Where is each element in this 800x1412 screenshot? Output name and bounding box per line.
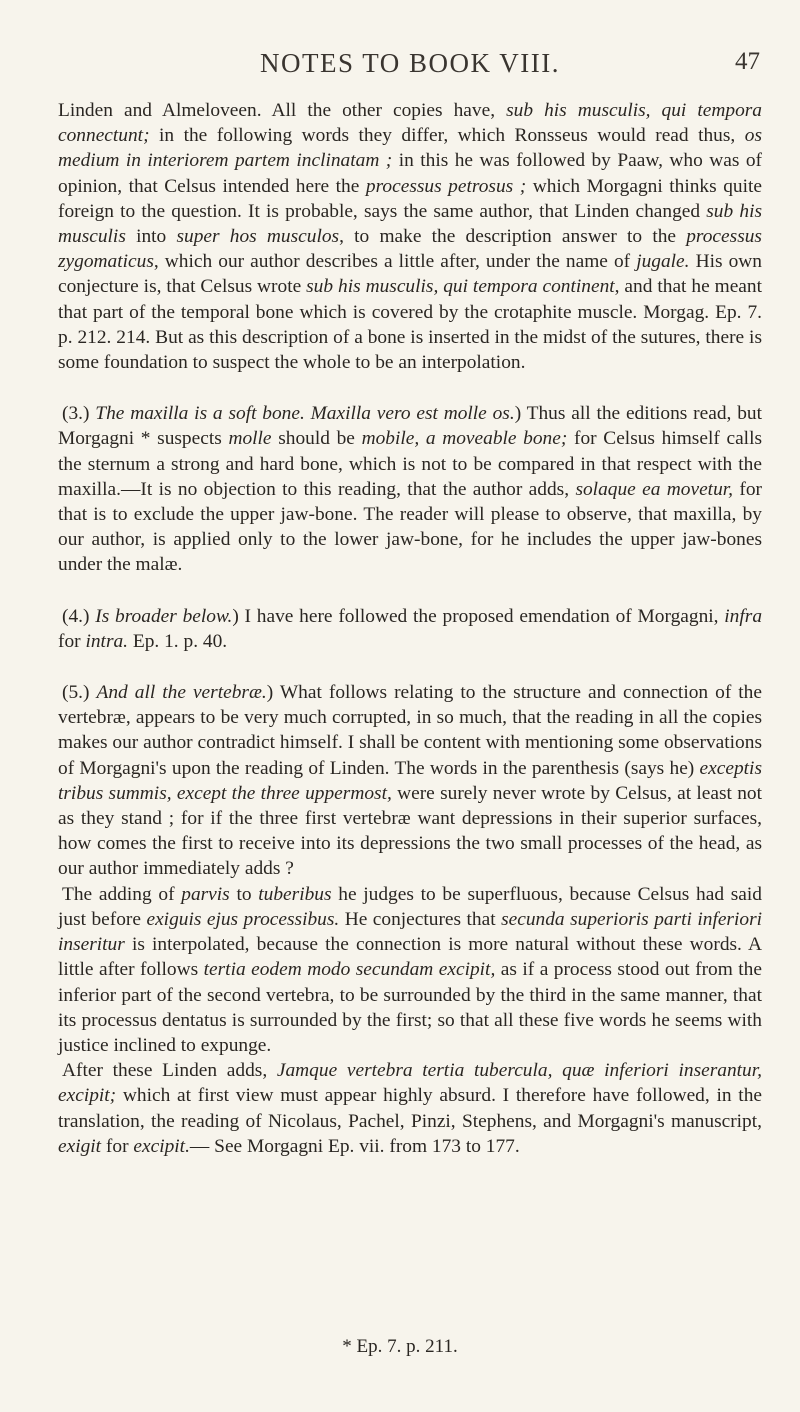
note-lemma: Is broader below.	[95, 605, 233, 627]
latin-phrase: tertia eodem modo secundam excipit,	[203, 959, 496, 981]
latin-phrase: excipit.	[133, 1135, 190, 1157]
latin-phrase: jugale.	[636, 251, 690, 273]
text-run: His own conjecture is, that Celsus wrote	[58, 251, 762, 298]
text-run: he judges to be superfluous, because Celsus had said just before	[58, 883, 762, 930]
note-3-maxilla	[58, 401, 762, 577]
page-number: 47	[735, 48, 760, 75]
text-run: to	[229, 883, 259, 905]
paragraph-linden-adds	[58, 1058, 762, 1159]
latin-phrase: Jamque vertebra tertia tubercula, quæ inferiori inserantur, excipit;	[58, 1060, 762, 1107]
text-run: He conjectures that	[339, 908, 502, 930]
text-run: for	[58, 630, 86, 652]
latin-phrase: mobile, a moveable bone;	[361, 428, 568, 450]
text-run: were surely never wrote by Celsus, at least not as they stand ; for if the three first vertebræ want depressions in their superior surfaces, how comes the first to receive into its depressions the two small processes of the head, as our author immediately adds ?	[58, 782, 762, 880]
text-run: , which our author describes a little after, under the name of	[153, 251, 637, 273]
text-run: should be	[271, 428, 362, 450]
text-run: which at first view must appear highly absurd. I therefore have followed, in the translation, the reading of Nicolaus, Pachel, Pinzi, Stephens, and Morgagni's manuscript,	[58, 1085, 762, 1132]
text-run: which Morgagni thinks quite foreign to the question. It is probable, says the same author, that Linden changed	[58, 175, 762, 222]
latin-phrase: exiguis ejus processibus.	[146, 908, 340, 930]
note-lemma: The maxilla is a soft bone. Maxilla vero est molle os.	[95, 403, 515, 425]
text-run: for	[101, 1135, 134, 1157]
latin-phrase: molle	[228, 428, 272, 450]
page-header	[60, 48, 760, 88]
text-run: — See Morgagni Ep. vii. from 173 to 177.	[189, 1135, 520, 1157]
paragraph-linden-almeloveen	[58, 98, 762, 375]
text-run: ) What follows relating to the structure and connection of the vertebræ, appears to be very much corrupted, in so much, that the reading in all the copies makes our author contradict himself. I shall be content with mentioning some observations of Morgagni's upon the reading of Linden. The words in the parenthesis (says he)	[58, 682, 762, 779]
text-run: , to make the description answer to the	[339, 226, 687, 248]
note-number: (5.)	[62, 682, 97, 704]
latin-phrase: exceptis tribus summis, except the three uppermost,	[58, 757, 762, 804]
latin-phrase: super hos musculos	[176, 226, 340, 248]
text-run: in this he was followed by Paaw, who was of opinion, that Celsus intended here the	[58, 150, 762, 197]
running-head: NOTES TO BOOK VIII.	[259, 48, 560, 78]
latin-phrase: intra.	[85, 630, 129, 652]
body-text	[58, 98, 762, 1159]
text-run: into	[125, 226, 177, 248]
latin-phrase: os medium in interiorem partem inclinatam ;	[58, 125, 762, 172]
latin-phrase: secunda superioris parti inferiori inseritur	[58, 908, 762, 956]
latin-phrase: exigit	[58, 1135, 102, 1157]
note-number: (4.)	[62, 605, 96, 627]
text-run: After these Linden adds,	[62, 1060, 277, 1082]
text-run: ) I have here followed the proposed emendation of Morgagni,	[232, 605, 725, 627]
text-run: in the following words they differ, which Ronsseus would read thus,	[149, 125, 745, 147]
latin-phrase: solaque ea movetur,	[575, 478, 734, 500]
note-5-vertebrae	[58, 680, 762, 882]
text-run: as if a process stood out from the inferior part of the second vertebra, to be surrounded by the third in the same manner, that its processus dentatus is surrounded by the first; so that all these five words he seems with justice inclined to expunge.	[58, 959, 762, 1056]
latin-phrase: sub his musculis	[58, 200, 762, 248]
text-run: The adding of	[62, 883, 182, 905]
note-4-broader-below	[58, 604, 762, 654]
latin-phrase: tuberibus	[258, 883, 332, 905]
latin-phrase: processus petrosus ;	[365, 175, 527, 197]
text-run: for that is to exclude the upper jaw-bone. The reader will please to observe, that maxilla, by our author, is applied only to the lower jaw-bone, for he includes the upper jaw-bones under the malæ.	[58, 478, 762, 576]
text-run: for Celsus himself calls the sternum a strong and hard bone, which is not to be compared in that respect with the maxilla.—It is no objection to this reading, that the author adds,	[58, 428, 763, 500]
latin-phrase: infra	[724, 605, 763, 627]
latin-phrase: sub his musculis, qui tempora continent	[306, 276, 615, 298]
paragraph-parvis-tuberibus	[58, 882, 762, 1058]
latin-phrase: parvis	[181, 883, 230, 905]
note-number: (3.)	[62, 403, 96, 425]
text-run: Linden and Almeloveen. All the other copies have,	[58, 100, 507, 121]
footnote: * Ep. 7. p. 211.	[342, 1336, 458, 1357]
text-run: is interpolated, because the connection is more natural without these words. A little after follows	[58, 934, 762, 981]
note-lemma: And all the vertebræ.	[96, 682, 267, 704]
latin-phrase: processus zygomaticus	[58, 226, 762, 273]
text-run: Ep. 1. p. 40.	[128, 630, 228, 652]
text-run: ) Thus all the editions read, but Morgagni * suspects	[58, 403, 762, 450]
latin-phrase: sub his musculis, qui tempora connectunt;	[58, 100, 762, 147]
text-run: , and that he meant that part of the temporal bone which is covered by the crotaphite muscle. Morgag. Ep. 7. p. 212. 214. But as this description of a bone is inserted in the midst of the sutures, there is some foundation to suspect the whole to be an interpolation.	[58, 276, 762, 374]
